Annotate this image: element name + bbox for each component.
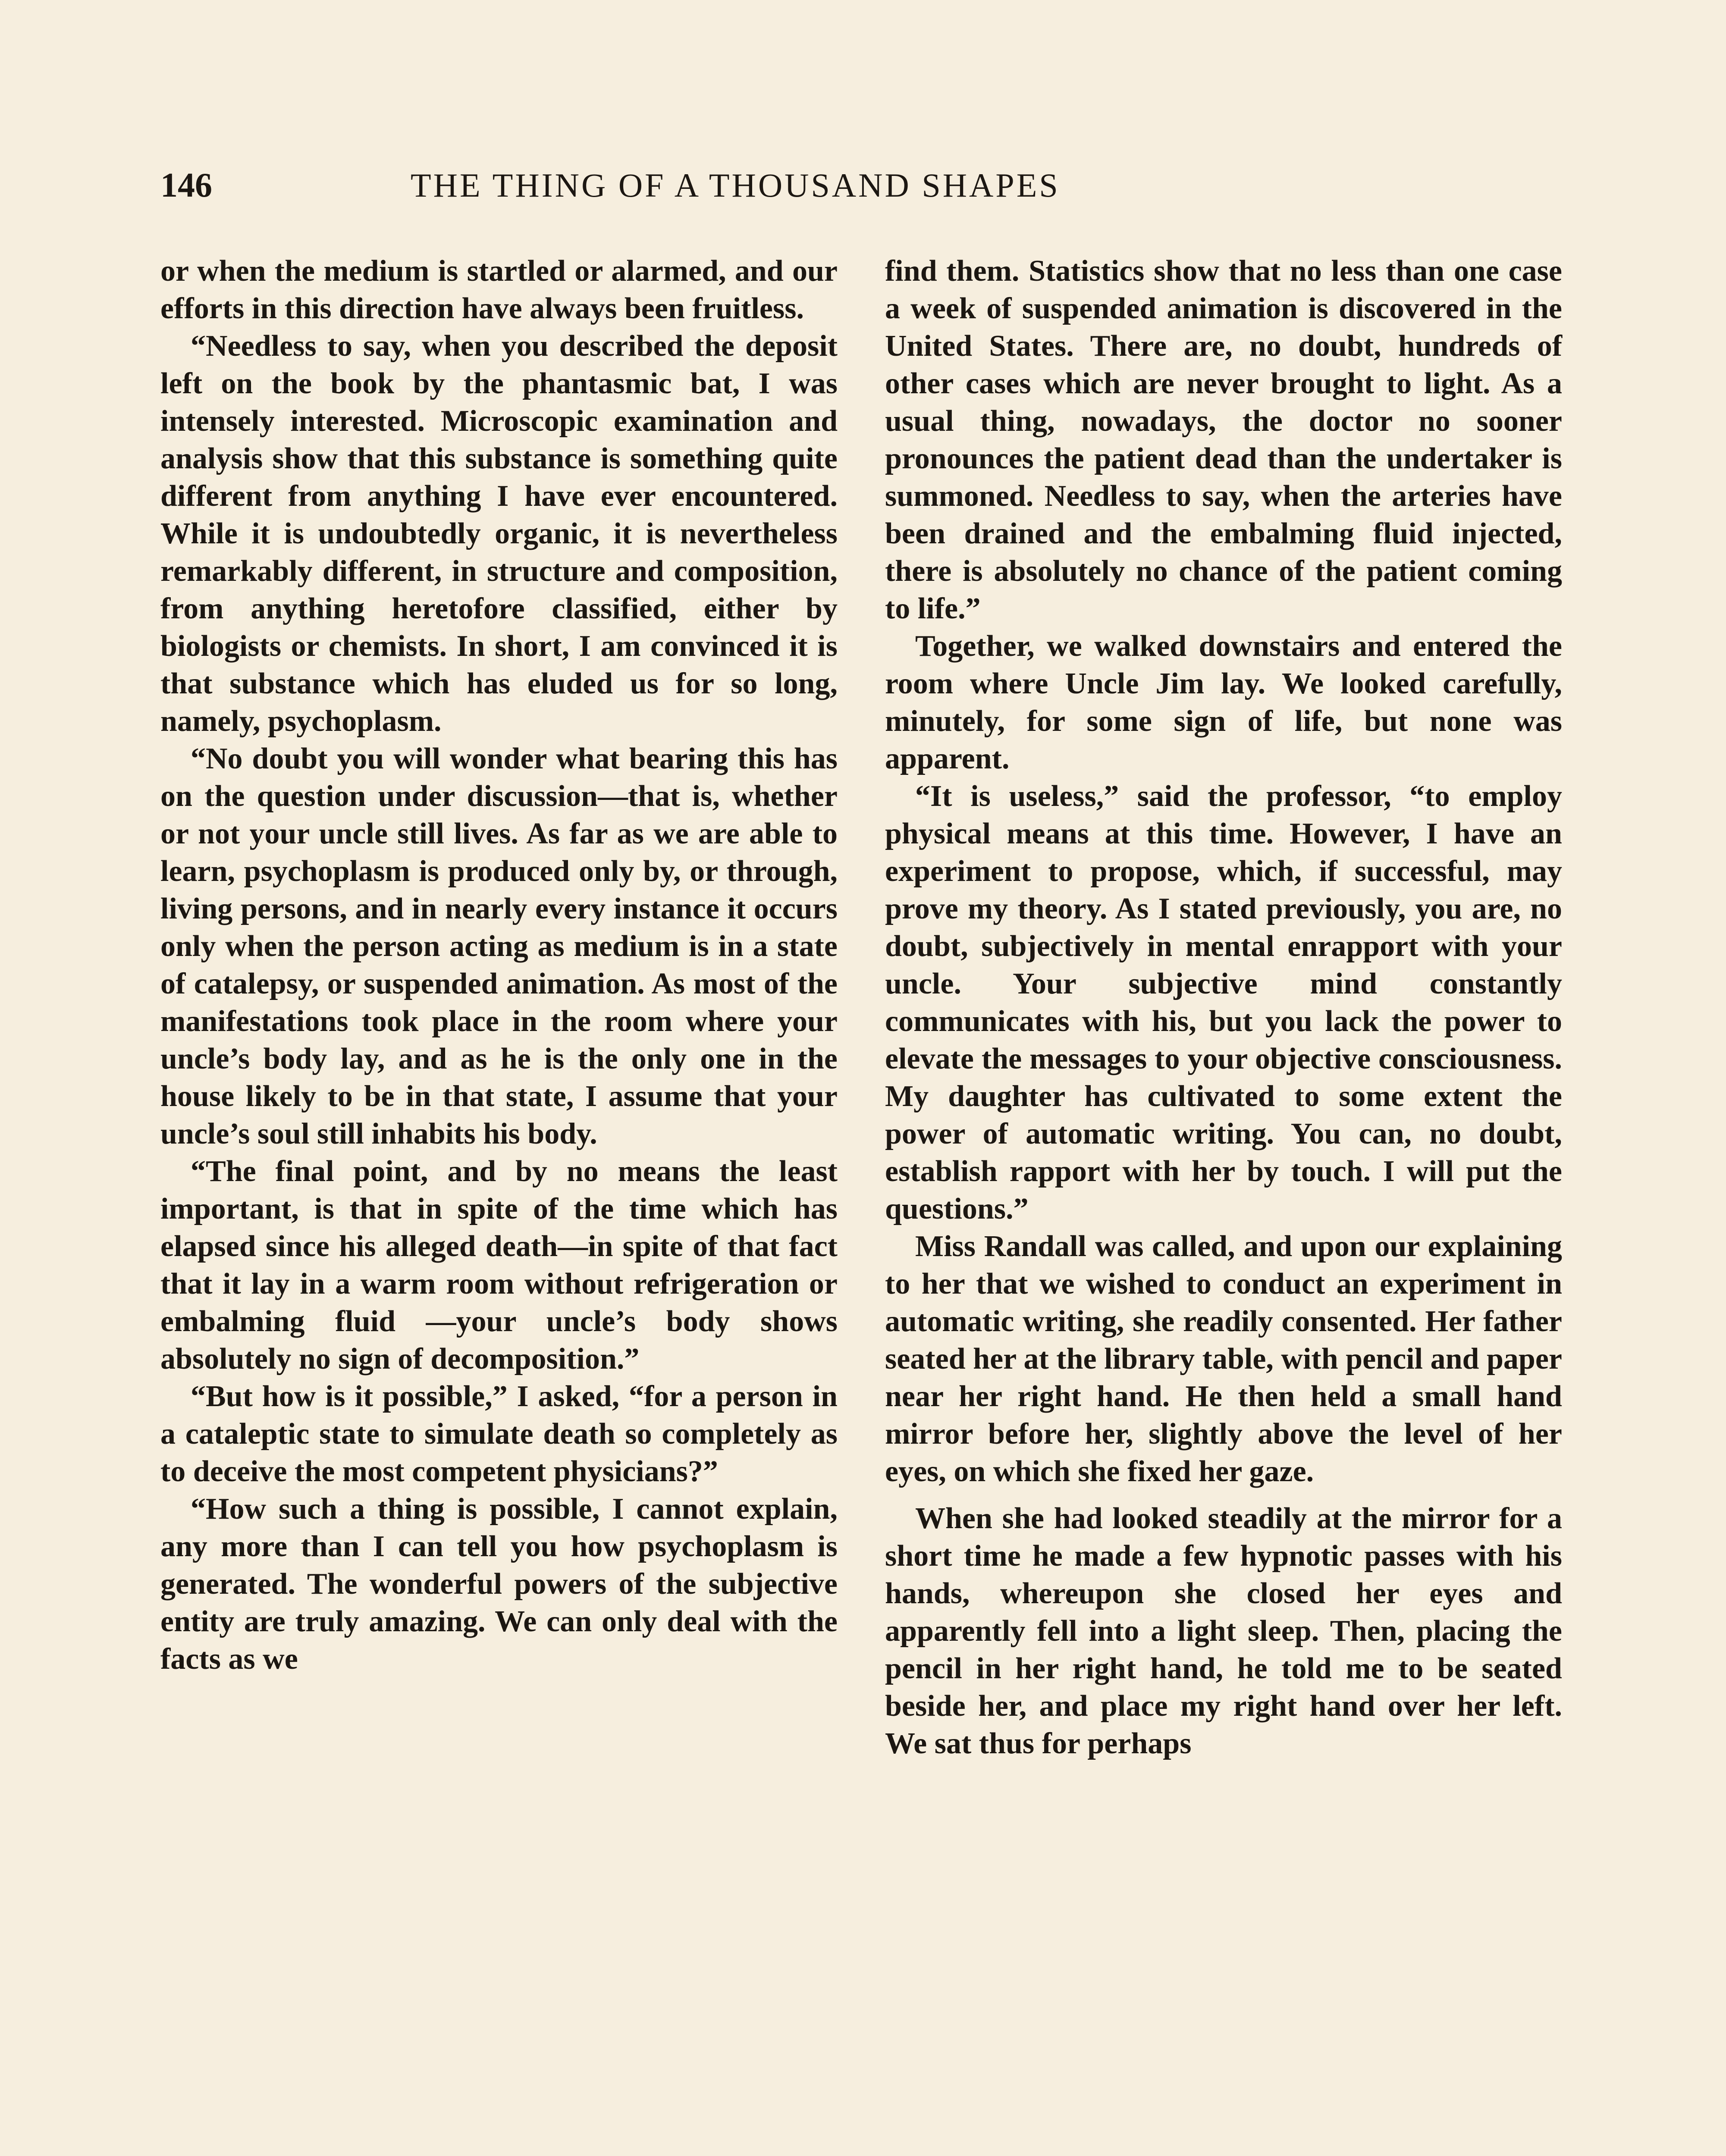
- paragraph: “The final point, and by no means the least important, is that in spite of the time which has elapsed since his alleged death—in spite of that fact that it lay in a warm room without refrigeration or embalming fluid —your uncle’s body shows absolutely no sign of decomposition.”: [160, 1155, 838, 1376]
- paragraph: find them. Statistics show that no less than one case a week of suspended animation is discovered in the United States. There are, no doubt, hundreds of other cases which are never brought to light. As a usual thing, nowadays, the doctor no sooner pronounces the patient dead than the undertaker is summoned. Needless to say, when the arteries have been drained and the embalming fluid injected, there is absolutely no chance of the patient coming to life.”: [885, 254, 1562, 625]
- paragraph: “But how is it possible,” I asked, “for a person in a cataleptic state to simulate death so completely as to deceive the most competent physicians?”: [160, 1380, 838, 1488]
- paragraph: When she had looked steadily at the mirror for a short time he made a few hypnotic passes with his hands, whereupon she closed her eyes and apparently fell into a light sleep. Then, placing the pencil in her right hand, he told me to be seated beside her, and place my right hand over her left. We sat thus for perhaps: [885, 1502, 1562, 1760]
- page-number: 146: [160, 166, 212, 204]
- paragraph: Together, we walked downstairs and entered the room where Uncle Jim lay. We looked carefully, minutely, for some sign of life, but none was apparent.: [885, 630, 1562, 775]
- paragraph: “No doubt you will wonder what bearing this has on the question under discussion—that is, whether or not your uncle still lives. As far as we are able to learn, psychoplasm is produced only by, or through, living persons, and in nearly every instance it occurs only when the person acting as medium is in a state of catalepsy, or suspended animation. As most of the manifestations took place in the room where your uncle’s body lay, and as he is the only one in the house likely to be in that state, I assume that your uncle’s soul still inhabits his body.: [160, 742, 838, 1150]
- running-title: THE THING OF A THOUSAND SHAPES: [411, 166, 1060, 204]
- left-column: [160, 252, 838, 1678]
- paragraph: “How such a thing is possible, I cannot explain, any more than I can tell you how psychoplasm is generated. The wonderful powers of the subjective entity are truly amazing. We can only deal with the facts as we: [160, 1492, 838, 1676]
- paragraph: “Needless to say, when you described the deposit left on the book by the phantasmic bat, I was intensely interested. Microscopic examination and analysis show that this substance is something quite different from anything I have ever encountered. While it is undoubtedly organic, it is nevertheless remarkably different, in structure and composition, from anything heretofore classified, either by biologists or chemists. In short, I am convinced it is that substance which has eluded us for so long, namely, psychoplasm.: [160, 329, 838, 738]
- paragraph: “It is useless,” said the professor, “to employ physical means at this time. However, I have an experiment to propose, which, if successful, may prove my theory. As I stated previously, you are, no doubt, subjectively in mental enrapport with your uncle. Your subjective mind constantly communicates with his, but you lack the power to elevate the messages to your objective consciousness. My daughter has cultivated to some extent the power of automatic writing. You can, no doubt, establish rapport with her by touch. I will put the questions.”: [885, 780, 1562, 1225]
- right-column: [885, 252, 1562, 1762]
- paragraph: Miss Randall was called, and upon our explaining to her that we wished to conduct an experiment in automatic writing, she readily consented. Her father seated her at the library table, with pencil and paper near her right hand. He then held a small hand mirror before her, slightly above the level of her eyes, on which she fixed her gaze.: [885, 1230, 1562, 1488]
- paragraph: or when the medium is startled or alarmed, and our efforts in this direction have always been fruitless.: [160, 254, 838, 325]
- running-header: [160, 164, 1566, 211]
